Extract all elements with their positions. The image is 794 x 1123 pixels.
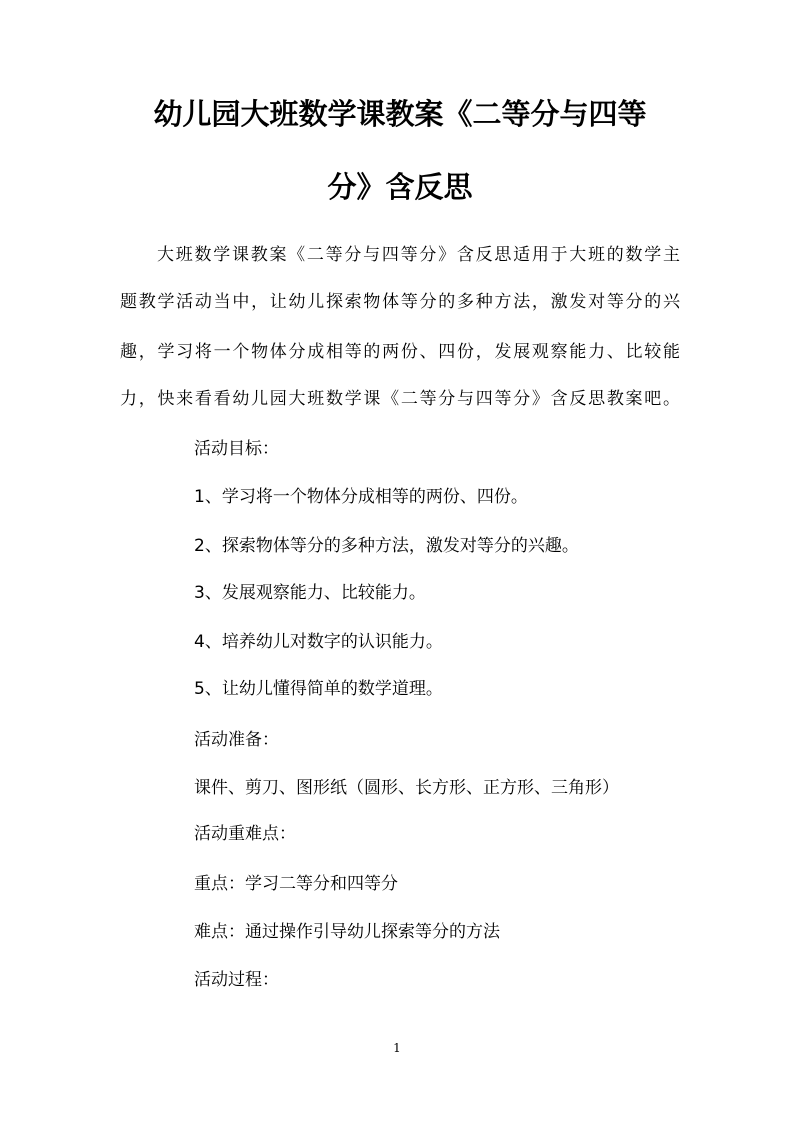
intro-paragraph-line-2: 题教学活动当中，让幼儿探索物体等分的多种方法，激发对等分的兴 — [120, 292, 680, 312]
objective-item-2: 2、探索物体等分的多种方法，激发对等分的兴趣。 — [194, 536, 579, 556]
document-title-line-1: 幼儿园大班数学课教案《二等分与四等 — [153, 97, 647, 131]
preparation-text: 课件、剪刀、图形纸（圆形、长方形、正方形、三角形） — [194, 778, 619, 798]
document-title-line-2: 分》含反思 — [327, 170, 473, 204]
intro-paragraph-line-3: 趣，学习将一个物体分成相等的两份、四份，发展观察能力、比较能 — [120, 342, 680, 362]
objective-item-4: 4、培养幼儿对数字的认识能力。 — [194, 632, 443, 652]
objectives-heading: 活动目标： — [194, 439, 279, 459]
intro-paragraph-line-1: 大班数学课教案《二等分与四等分》含反思适用于大班的数学主 — [157, 245, 680, 265]
objective-item-3: 3、发展观察能力、比较能力。 — [194, 583, 426, 603]
key-point-text: 重点：学习二等分和四等分 — [194, 874, 398, 894]
page-number: 1 — [393, 1041, 401, 1055]
intro-paragraph-line-4: 力，快来看看幼儿园大班数学课《二等分与四等分》含反思教案吧。 — [120, 389, 680, 409]
objective-item-5: 5、让幼儿懂得简单的数学道理。 — [194, 679, 443, 699]
keypoints-heading: 活动重难点： — [194, 824, 296, 844]
preparation-heading: 活动准备： — [194, 730, 279, 750]
difficulty-text: 难点：通过操作引导幼儿探索等分的方法 — [194, 922, 500, 942]
objective-item-1: 1、学习将一个物体分成相等的两份、四份。 — [194, 487, 528, 507]
process-heading: 活动过程： — [194, 970, 279, 990]
